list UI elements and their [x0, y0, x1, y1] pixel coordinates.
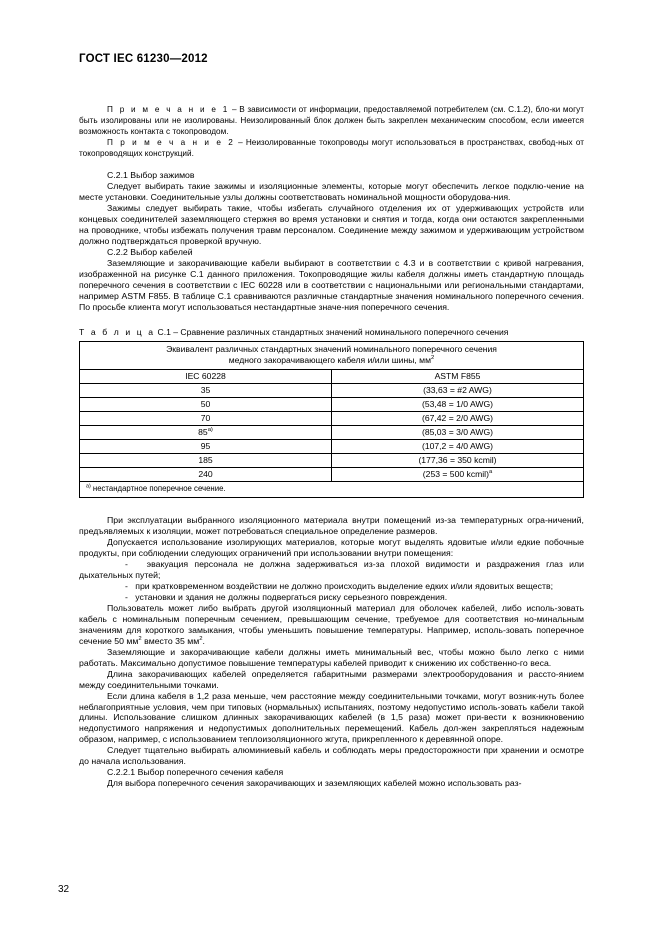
cell-astm	[332, 383, 584, 397]
bullet-item-3: - установки и здания не должны подвергаться риску серьезного повреждения.	[125, 591, 448, 602]
paragraph-after-1	[79, 515, 584, 537]
table-row	[80, 467, 584, 481]
cell-iec	[80, 411, 332, 425]
paragraph-after-5-text: Длина закорачивающих кабелей определяется габаритными размерами электрооборудования и рассто-янием между соединительными точками.	[79, 668, 584, 690]
paragraph-c22-1	[79, 258, 584, 313]
cell-astm	[332, 453, 584, 467]
cell-astm-value: (85,03 = 3/0 AWG)	[421, 426, 494, 437]
table-row	[80, 439, 584, 453]
paragraph-after-2-text: Допускается использование изолирующих материалов, которые могут выделять ядовитые и/или едкие побочные продукты, при соблюдении следующих ограничений при использовании внутри помещения:	[79, 537, 584, 559]
cell-astm-superscript: а	[488, 468, 493, 475]
table-caption-text: С.1 – Сравнение различных стандартных значений номинального поперечного сечения	[155, 326, 509, 337]
bullet-item-1-text: эвакуация персонала не должна задерживаться из-за плохой видимости и раздражения глаз или дыхательных путей;	[79, 559, 584, 581]
paragraph-after-1-text: При эксплуатации выбранного изоляционного материала внутри помещений из-за температурных огра-ничений, предъявляемых к изоляции, может потребоваться специальное определение размеров.	[79, 515, 584, 537]
paragraph-after-3a-text: Пользователь может либо выбрать другой изоляционный материал для оболочек кабелей, либо исполь-зовать кабель с номинальным поперечным сечением, превышающим сечение, требуемое для соответствия но-минальным значениям для короткого замыкания, чтобы уменьшить повышение температуры. Например, исполь-зовать поперечное сечение 50 мм	[79, 602, 584, 646]
table-footnote-row	[80, 481, 584, 498]
table-header-span-cell	[80, 341, 584, 369]
paragraph-c221-1-text: Для выбора поперечного сечения закорачивающих и заземляющих кабелей можно использовать раз-	[107, 778, 522, 789]
table-caption-label: Т а б л и ц а	[79, 326, 156, 337]
table-row	[80, 453, 584, 467]
heading-c21	[79, 170, 584, 181]
page-content	[79, 0, 584, 789]
cell-astm	[332, 467, 584, 481]
spacer	[79, 160, 584, 171]
page-header: ГОСТ IEC 61230—2012	[79, 53, 208, 65]
paragraph-c21-1-text: Следует выбирать такие зажимы и изоляционные элементы, которые могут обеспечить легкое подклю-чение на месте установки. Соединительные узлы должны соответствовать номинальной мощности оборудова-ния.	[79, 181, 584, 203]
paragraph-after-3	[79, 603, 584, 647]
cell-iec	[80, 439, 332, 453]
table-header-span-line1: Эквивалент различных стандартных значений номинального поперечного сечения	[166, 343, 497, 354]
table-header-span-line2: медного закорачивающего кабеля и/или шины, мм	[228, 354, 431, 365]
cell-astm	[332, 397, 584, 411]
cell-iec-value: 85	[198, 426, 208, 437]
paragraph-c21-2-text: Зажимы следует выбирать такие, чтобы избегать случайного отделения их от удерживающих устройств или концевых соединителей заземляющего стержня во время установки и снятия и тогда, когда они остаются закрепленными на проводнике, чтобы избежать получения травм персоналом. Соединение между зажимом и удерживающим устройством должно подтверждаться проверкой вручную.	[79, 203, 584, 247]
cell-astm-value: (253 = 500 kcmil)	[422, 468, 489, 479]
paragraph-after-4	[79, 647, 584, 669]
paragraph-c22-1-text: Заземляющие и закорачивающие кабели выбирают в соответствии с 4.3 и в соответствии с кривой нагревания, изображенной на рисунке С.1 данного приложения. Токопроводящие жилы кабеля должны иметь стандартную площадь поперечного сечения в соответствии с IEC 60228 или в соответствии с национальными или региональными стандартами, например ASTM F855. В таблице С.1 сравниваются различные стандартные значения номинального поперечного сечения. По просьбе клиента могут использоваться нестандартные значе-ния поперечного сечения.	[79, 258, 584, 312]
paragraph-c21-1	[79, 181, 584, 203]
heading-c221	[79, 767, 584, 778]
table-row	[80, 383, 584, 397]
bullet-item-2: - при кратковременном воздействии не должно происходить выделение едких и/или ядовитых веществ;	[125, 581, 554, 592]
table-row	[80, 397, 584, 411]
paragraph-after-6-text: Если длина кабеля в 1,2 раза меньше, чем расстояние между соединительными точками, могут возник-нуть более неблагоприятные условия, чем при типовых (нормальных) испытаниях, поэтому недопустимо исполь-зовать кабели такой длины. Использование слишком длинных закорачивающих кабелей (в 1,5 раза) может при-вести к возникновению недопустимого напряжения и недопустимых дополнительных перемещений. Кабель дол-жен закрепляться надежным образом, например, с использованием теплоизоляционного жгута, прикрепленного к деревянной опоре.	[79, 690, 584, 745]
bullet-item-1: - эвакуация персонала не должна задерживаться из-за плохой видимости и раздражения глаз или дыхательных путей;	[79, 559, 584, 581]
cell-iec-value: 95	[200, 440, 211, 451]
table-footnote-text: нестандартное поперечное сечение.	[90, 484, 226, 494]
cell-iec	[80, 383, 332, 397]
page-number: 32	[58, 884, 70, 895]
paragraph-after-4-text: Заземляющие и закорачивающие кабели должны иметь минимальный вес, чтобы можно было легко с ними работать. Максимально допустимое повышение температуры кабелей приводит к снижению их собственно-го веса.	[79, 646, 584, 668]
table-footnote-superscript: а)	[86, 483, 91, 490]
cell-iec-value: 70	[200, 412, 211, 423]
table-header-span-superscript: 2	[430, 354, 435, 361]
paragraph-after-7	[79, 745, 584, 767]
note-1	[79, 105, 584, 138]
cell-iec-superscript: а)	[207, 426, 213, 433]
paragraph-after-3-superscript-1: 2	[138, 635, 142, 642]
cell-astm-value: (53,48 = 1/0 AWG)	[421, 398, 494, 409]
table-row	[80, 411, 584, 425]
column-header-astm: ASTM F855	[332, 369, 584, 383]
notes-block	[79, 105, 584, 313]
comparison-table	[79, 341, 584, 499]
paragraph-c221-1	[79, 778, 584, 789]
table-caption	[79, 327, 584, 338]
paragraph-after-3b-text: вместо 35 мм	[141, 635, 200, 646]
bullet-item-2-text: при кратковременном воздействии не должно происходить выделение едких и/или ядовитых веществ;	[135, 581, 554, 592]
table-column-header-row	[80, 369, 584, 383]
table-row	[80, 425, 584, 439]
cell-astm-value: (33,63 = #2 AWG)	[423, 384, 492, 395]
cell-astm	[332, 425, 584, 439]
note-1-text: – В зависимости от информации, предоставляемой потребителем (см. С.1.2), бло-ки могут быть изолированы или не изолированы. Неизолированный блок должен быть закреплен механическим способом, если имеется возможность контакта с токопроводом.	[79, 105, 584, 136]
cell-iec	[80, 467, 332, 481]
cell-iec	[80, 397, 332, 411]
paragraph-after-3-superscript-2: 2	[199, 635, 203, 642]
column-header-iec: IEC 60228	[80, 369, 332, 383]
paragraph-c21-2	[79, 203, 584, 247]
note-2-label: П р и м е ч а н и е 2	[107, 137, 235, 147]
note-2-text: – Неизолированные токопроводы могут использоваться в пространствах, свобод-ных от токопроводящих конструкций.	[79, 137, 584, 158]
paragraph-after-6	[79, 691, 584, 746]
cell-astm	[332, 439, 584, 453]
cell-iec-value: 35	[200, 384, 211, 395]
cell-iec-value: 240	[198, 468, 213, 479]
bullet-item-3-text: установки и здания не должны подвергаться риску серьезного повреждения.	[135, 591, 448, 602]
cell-iec	[80, 425, 332, 439]
cell-iec-value: 185	[198, 454, 213, 465]
heading-c221-text: С.2.2.1 Выбор поперечного сечения кабеля	[107, 767, 284, 778]
heading-c22-text: С.2.2 Выбор кабелей	[107, 247, 193, 258]
cell-astm-value: (107,2 = 4/0 AWG)	[421, 440, 494, 451]
paragraph-after-7-text: Следует тщательно выбирать алюминиевый кабель и соблюдать меры предосторожности при хранении и осмотре до начала использования.	[79, 745, 584, 767]
heading-c22	[79, 247, 584, 258]
table-header-span-row	[80, 341, 584, 369]
cell-iec-value: 50	[200, 398, 211, 409]
note-1-label: П р и м е ч а н и е 1	[107, 105, 230, 114]
table-footnote-cell	[80, 481, 584, 498]
heading-c21-text: С.2.1 Выбор зажимов	[107, 170, 195, 181]
cell-astm-value: (67,42 = 2/0 AWG)	[421, 412, 494, 423]
cell-astm	[332, 411, 584, 425]
paragraph-after-5	[79, 669, 584, 691]
note-2	[79, 138, 584, 160]
body-after-table	[79, 515, 584, 789]
cell-iec	[80, 453, 332, 467]
paragraph-after-3c-text: .	[202, 635, 205, 646]
paragraph-after-2	[79, 537, 584, 559]
cell-astm-value: (177,36 = 350 kcmil)	[418, 454, 497, 465]
